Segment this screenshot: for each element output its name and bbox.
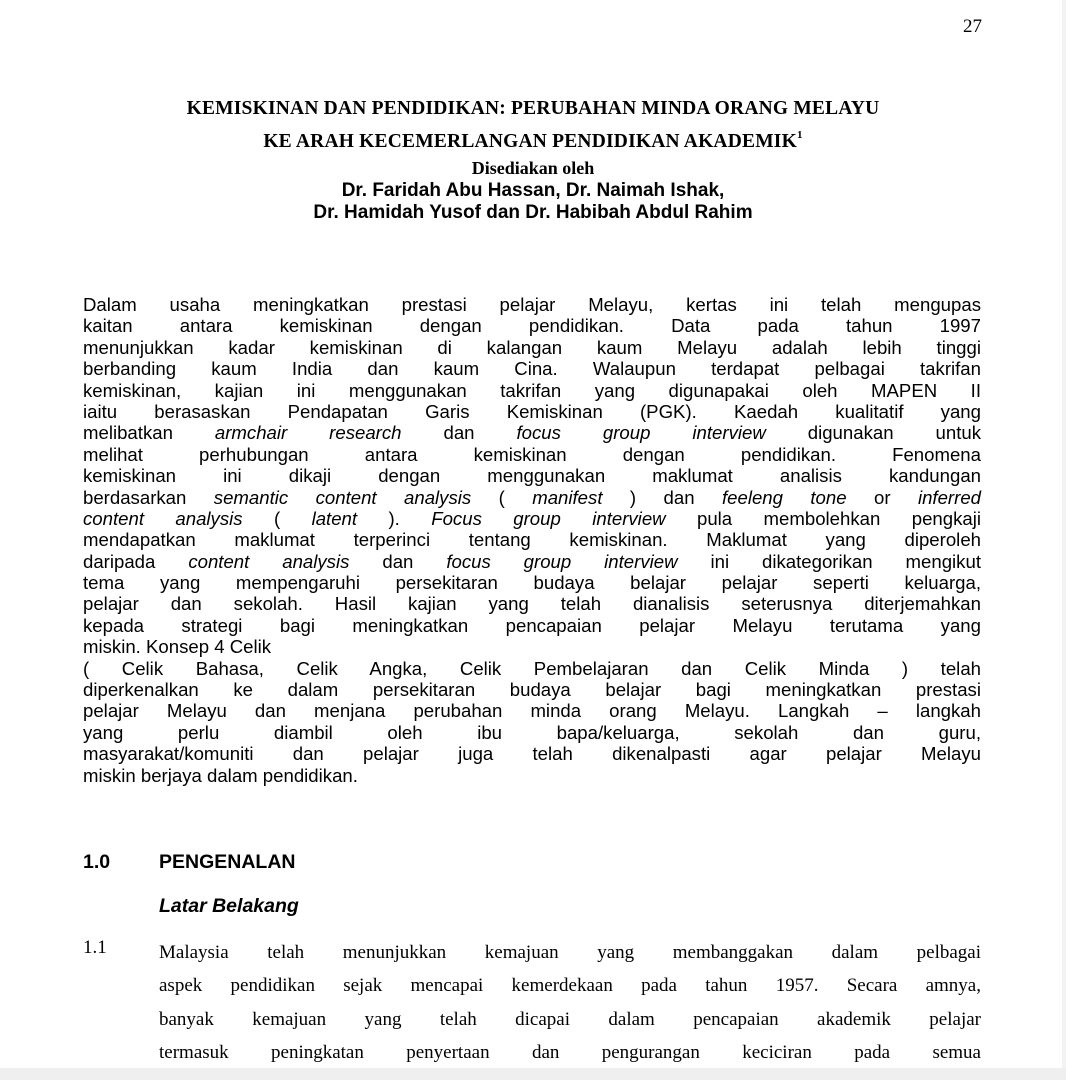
abstract-line: melibatkan armchair research dan focus group interview digunakan untuk: [83, 422, 982, 444]
abstract-line: kemiskinan, kajian ini menggunakan takrifan yang digunapakai oleh MAPEN II: [83, 379, 981, 401]
abstract-line: berbanding kaum India dan kaum Cina. Walaupun terdapat pelbagai takrifan: [83, 358, 981, 380]
section-heading: [83, 851, 296, 874]
paragraph-number: 1.1: [83, 937, 107, 958]
abstract-line: kemiskinan ini dikaji dengan menggunakan maklumat analisis kandungan: [83, 465, 981, 487]
abstract-line: melihat perhubungan antara kemiskinan dengan pendidikan. Fenomena: [83, 443, 981, 465]
paragraph-body: [159, 936, 981, 1069]
section-title: PENGENALAN: [159, 851, 296, 873]
abstract-line: content analysis ( latent ). Focus group interview pula membolehkan pengkaji: [83, 507, 981, 529]
abstract-line: menunjukkan kadar kemiskinan di kalangan kaum Melayu adalah lebih tinggi: [83, 336, 981, 358]
document-title-line-2: [0, 125, 1066, 158]
abstract-line: masyarakat/komuniti dan pelajar juga telah dikenalpasti agar pelajar Melayu: [83, 743, 981, 765]
abstract-line: yang perlu diambil oleh ibu bapa/keluarga, sekolah dan guru,: [83, 721, 981, 743]
paragraph-line: banyak kemajuan yang telah dicapai dalam pencapaian akademik pelajar: [159, 1008, 981, 1030]
abstract-line: mendapatkan maklumat terperinci tentang kemiskinan. Maklumat yang diperoleh: [83, 529, 981, 551]
abstract-line: diperkenalkan ke dalam persekitaran budaya belajar bagi meningkatkan prestasi: [83, 679, 981, 701]
abstract-line: miskin berjaya dalam pendidikan.: [83, 764, 358, 786]
viewer-bottom-bar: [0, 1068, 1066, 1080]
viewer-right-edge: [1062, 0, 1066, 1080]
section-number: 1.0: [83, 851, 111, 873]
abstract-line: iaitu berasaskan Pendapatan Garis Kemiskinan (PGK). Kaedah kualitatif yang: [83, 400, 981, 422]
abstract-line: kepada strategi bagi meningkatkan pencapaian pelajar Melayu terutama yang: [83, 614, 981, 636]
abstract-line: ( Celik Bahasa, Celik Angka, Celik Pembelajaran dan Celik Minda ) telah: [83, 657, 981, 679]
document-title-line-1: KEMISKINAN DAN PENDIDIKAN: PERUBAHAN MINDA ORANG MELAYU: [186, 98, 880, 119]
abstract-line: miskin. Konsep 4 Celik: [83, 636, 272, 658]
abstract-line: berdasarkan semantic content analysis ( manifest ) dan feeleng tone or inferred: [83, 486, 981, 508]
document-title-line-2-text: KE ARAH KECEMERLANGAN PENDIDIKAN AKADEMIK: [263, 131, 797, 152]
paragraph-line: aspek pendidikan sejak mencapai kemerdekaan pada tahun 1957. Secara amnya,: [159, 975, 981, 997]
authors-line-1: Dr. Faridah Abu Hassan, Dr. Naimah Ishak,: [341, 180, 725, 201]
abstract-line: pelajar Melayu dan menjana perubahan minda orang Melayu. Langkah – langkah: [83, 700, 981, 722]
subsection-heading: Latar Belakang: [159, 895, 299, 917]
page-number: 27: [963, 16, 982, 37]
abstract-line: kaitan antara kemiskinan dengan pendidikan. Data pada tahun 1997: [83, 315, 981, 337]
paragraph-line: termasuk peningkatan penyertaan dan pengurangan keciciran pada semua: [159, 1041, 981, 1063]
abstract-line: Dalam usaha meningkatkan prestasi pelajar Melayu, kertas ini telah mengupas: [83, 294, 981, 315]
paragraph-line: Malaysia telah menunjukkan kemajuan yang membanggakan dalam pelbagai: [159, 942, 981, 963]
footnote-mark: 1: [796, 129, 803, 141]
prepared-by: Disediakan oleh: [471, 158, 595, 178]
abstract-line: pelajar dan sekolah. Hasil kajian yang telah dianalisis seterusnya diterjemahkan: [83, 593, 981, 615]
title-block: [0, 92, 1066, 224]
abstract-line: daripada content analysis dan focus group interview ini dikategorikan mengikut: [83, 550, 981, 572]
authors-line-2: Dr. Hamidah Yusof dan Dr. Habibah Abdul Rahim: [313, 202, 753, 223]
abstract: [83, 294, 981, 786]
abstract-line: tema yang mempengaruhi persekitaran budaya belajar pelajar seperti keluarga,: [83, 572, 981, 594]
